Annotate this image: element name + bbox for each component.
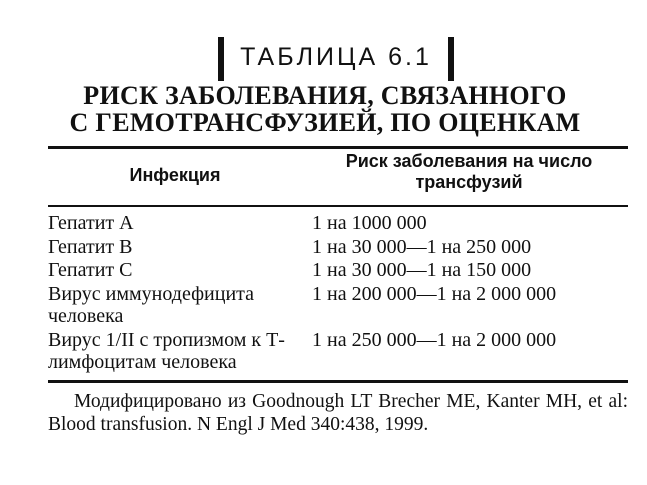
header-infection: Инфекция (129, 165, 221, 185)
header-rule (48, 205, 628, 207)
table-bottom-rule (48, 380, 628, 383)
infection-cell: Вирус иммунодефицита человека (48, 283, 255, 327)
risk-cell: 1 на 30 000—1 на 150 000 (312, 259, 532, 281)
infection-cell: Гепатит С (48, 259, 133, 281)
infection-cell: Вирус 1/II с тропизмом к Т-лимфоцитам человека (48, 329, 285, 373)
table-label: ТАБЛИЦА 6.1 (240, 43, 432, 71)
table-footnote: Модифицировано из Goodnough LT Brecher ME, Kanter MH, et al: Blood transfusion. N Engl J Med 340:438, 1999. (48, 391, 628, 435)
infection-cell: Гепатит А (48, 212, 134, 234)
risk-cell: 1 на 250 000—1 на 2 000 000 (312, 329, 557, 351)
table-label-box (218, 37, 454, 81)
risk-cell: 1 на 1000 000 (312, 212, 427, 234)
header-risk: Риск заболевания на число трансфузий (345, 151, 593, 192)
table-top-rule (48, 146, 628, 149)
risk-cell: 1 на 200 000—1 на 2 000 000 (312, 283, 557, 305)
infection-cell: Гепатит В (48, 236, 133, 258)
risk-cell: 1 на 30 000—1 на 250 000 (312, 236, 532, 258)
table-title-line-2: С ГЕМОТРАНСФУЗИЕЙ, ПО ОЦЕНКАМ (69, 108, 581, 137)
table-title-line-1: РИСК ЗАБОЛЕВАНИЯ, СВЯЗАННОГО (83, 81, 567, 110)
